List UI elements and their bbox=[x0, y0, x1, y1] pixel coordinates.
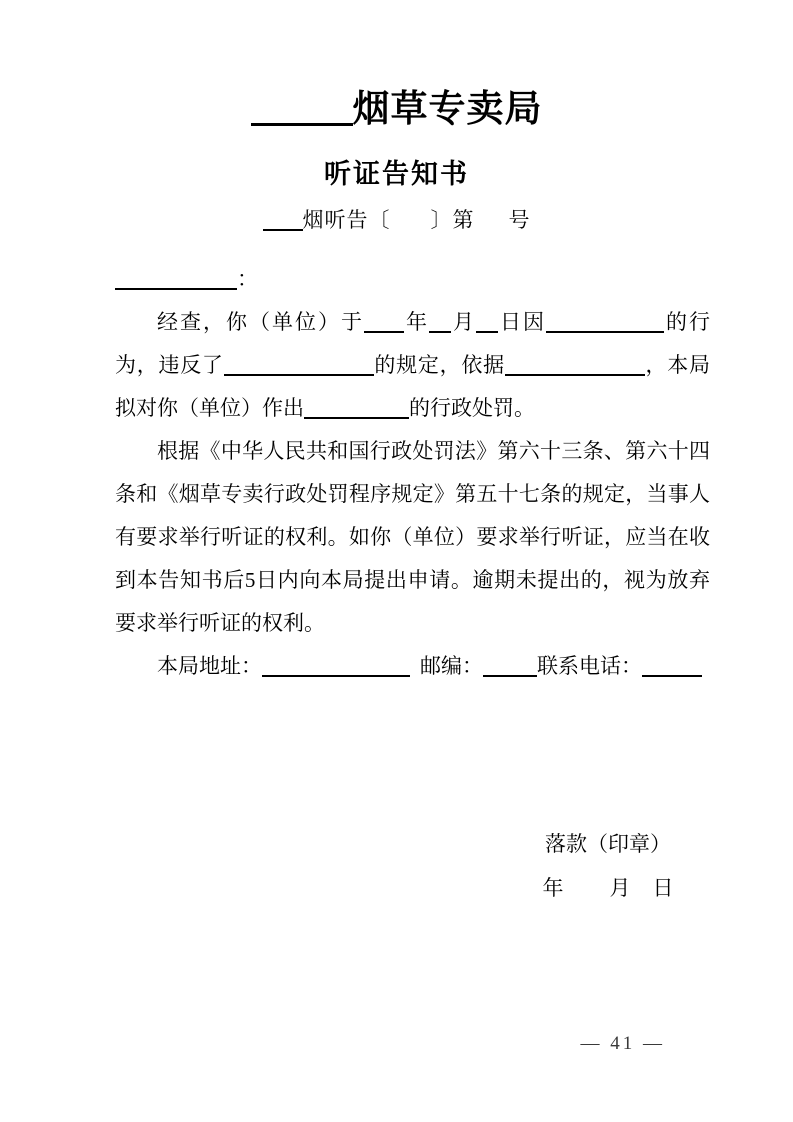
signature-date-line bbox=[524, 866, 692, 910]
p1-seg3: 月 bbox=[451, 310, 476, 335]
bureau-title: 烟草专卖局 bbox=[352, 89, 543, 130]
contact-line bbox=[115, 645, 710, 688]
p1-seg8: 的行政处罚。 bbox=[409, 396, 535, 421]
date-day-label: 日 bbox=[652, 876, 674, 900]
doc-number-series: 烟听告 bbox=[302, 208, 369, 233]
doc-number-suffix: 号 bbox=[508, 208, 531, 233]
doc-title-line bbox=[0, 0, 793, 132]
conduct-blank bbox=[546, 310, 664, 333]
penalty-blank bbox=[304, 396, 409, 419]
doc-number-line bbox=[0, 204, 793, 234]
p1-seg2: 年 bbox=[404, 310, 429, 335]
p1-seg6: 的规定，依据 bbox=[373, 353, 505, 378]
doc-number-bracket-close: 〕 bbox=[430, 208, 453, 233]
address-label: 本局地址： bbox=[157, 654, 262, 679]
month-blank bbox=[429, 310, 451, 333]
date-month-label: 月 bbox=[609, 876, 631, 900]
legal-basis-blank bbox=[505, 353, 645, 376]
paragraph-1 bbox=[115, 301, 710, 430]
violated-provision-blank bbox=[224, 353, 374, 376]
p1-seg5: 的行为，违反了 bbox=[115, 310, 710, 378]
p1-seg4: 日因 bbox=[498, 310, 546, 335]
postcode-label: 邮编： bbox=[420, 654, 483, 679]
salutation-line bbox=[115, 258, 710, 301]
signature-seal-line: 落款（印章） bbox=[545, 832, 671, 856]
doc-type-title: 听证告知书 bbox=[324, 159, 469, 190]
phone-blank bbox=[642, 654, 702, 677]
postcode-blank bbox=[483, 654, 537, 677]
addressee-blank bbox=[115, 267, 237, 290]
year-blank bbox=[364, 310, 404, 333]
p1-seg7: ，本局拟对你（单位）作出 bbox=[115, 353, 711, 421]
phone-label: 联系电话： bbox=[537, 654, 642, 679]
bureau-name-blank bbox=[251, 86, 353, 126]
doc-number-bracket-open: 〔 bbox=[368, 208, 391, 233]
salutation-colon: ： bbox=[237, 267, 258, 292]
date-year-label: 年 bbox=[542, 876, 564, 900]
page-number: — 41 — bbox=[580, 1033, 665, 1054]
p1-seg1: 经查，你（单位）于 bbox=[157, 310, 364, 335]
document-body bbox=[115, 258, 710, 688]
address-blank bbox=[262, 654, 410, 677]
day-blank bbox=[476, 310, 498, 333]
signature-block bbox=[524, 822, 692, 910]
paragraph-2: 根据《中华人民共和国行政处罚法》第六十三条、第六十四条和《烟草专卖行政处罚程序规定》第五十七条的规定，当事人有要求举行听证的权利。如你（单位）要求举行听证，应当在收到本告知书后5日内向本局提出申请。逾期未提出的，视为放弃要求举行听证的权利。 bbox=[115, 439, 710, 636]
doc-number-prefix: 第 bbox=[452, 208, 475, 233]
doc-number-region-blank bbox=[263, 208, 303, 231]
